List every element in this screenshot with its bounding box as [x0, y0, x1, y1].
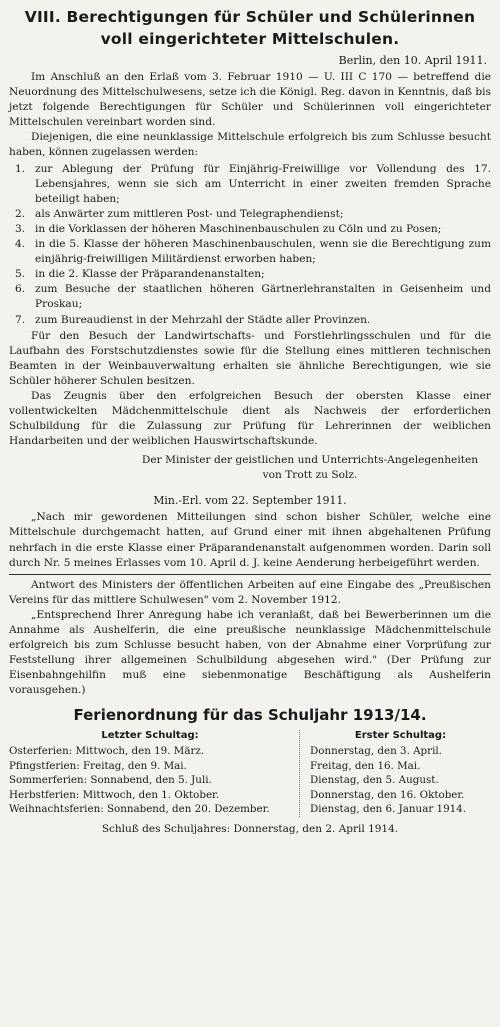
list-item	[9, 162, 491, 207]
list-item-text: zum Bureaudienst in der Mehrzahl der Städte aller Provinzen.	[35, 313, 371, 326]
erlass-intro: Im Anschluß an den Erlaß vom 3. Februar 1910 — U. III C 170 — betreffend die Neuordnung des Mittelschulwesens, setze ich die Königl. Reg. davon in Kenntnis, daß bis jetzt folgende Berechtigungen für Schüler und Schülerinnen voll eingerichteter Mittelschulen vereinbart worden sind.	[9, 71, 491, 129]
section-title	[9, 6, 491, 50]
list-item-number: 2.	[15, 207, 26, 220]
ferien-left-column	[9, 730, 300, 816]
list-item	[9, 222, 491, 237]
left-column-header: Letzter Schultag:	[101, 730, 199, 742]
min-erl-title: Min.-Erl. vom 22. September 1911.	[153, 494, 347, 508]
section-title-line2: voll eingerichteter Mittelschulen.	[100, 30, 400, 48]
list-item-number: 3.	[15, 222, 26, 235]
list-item-text: zur Ablegung der Prüfung für Einjährig-Freiwillige vor Vollendung des 17. Lebensjahres, wenn sie sich am Unterricht in einer zweiten fremden Sprache beteiligt haben;	[35, 162, 491, 205]
dateline: Berlin, den 10. April 1911.	[338, 54, 487, 67]
table-row: Pfingstferien: Freitag, den 9. Mai.	[9, 759, 187, 772]
list-item-number: 1.	[15, 162, 26, 175]
list-item-text: in die 5. Klasse der höheren Maschinenbauschulen, wenn sie die Berechtigung zum einjährig-freiwilligen Militärdienst erworben haben;	[35, 238, 491, 266]
list-item-number: 7.	[15, 313, 26, 326]
table-row: Osterferien: Mittwoch, den 19. März.	[9, 745, 205, 758]
antwort-heading: Antwort des Ministers der öffentlichen Arbeiten auf eine Eingabe des „Preußischen Vereins für das mittlere Schulwesen" vom 2. November 1912.	[9, 578, 491, 606]
antwort-text: „Entsprechend Ihrer Anregung habe ich veranlaßt, daß bei Bewerberinnen um die Annahme als Aushelferin, die eine preußische neunklassige Mädchenmittelschule erfolgreich bis zum Schlusse besucht haben, von der Abnahme einer Vorprüfung zur Feststellung ihrer allgemeinen Schulbildung abgesehen wird." (Der Prüfung zur Eisenbahngehilfin muß eine siebenmonatige Beschäftigung als Aushelferin vorausgehen.)	[9, 608, 491, 697]
list-item	[9, 237, 491, 267]
min-erl-text: „Nach mir gewordenen Mitteilungen sind schon bisher Schüler, welche eine Mittelschule durchgemacht hatten, auf Grund einer mit ihnen abgehaltenen Prüfung nehrfach in die erste Klasse einer Präparandenanstalt aufgenommen worden. Darin soll durch Nr. 5 meines Erlasses vom 10. April d. J. keine Aenderung herbeigeführt werden.	[9, 511, 491, 569]
table-row: Herbstferien: Mittwoch, den 1. Oktober.	[9, 788, 220, 801]
ferien-title: Ferienordnung für das Schuljahr 1913/14.	[73, 706, 427, 725]
table-row: Freitag, den 16. Mai.	[310, 759, 421, 772]
list-item-text: zum Besuche der staatlichen höheren Gärtnerlehranstalten in Geisenheim und Proskau;	[35, 283, 491, 311]
list-item	[9, 267, 491, 282]
signature-name: von Trott zu Solz.	[262, 469, 358, 482]
list-item-text: in die 2. Klasse der Präparandenanstalten;	[35, 268, 265, 281]
list-item-text: in die Vorklassen der höheren Maschinenbauschulen zu Cöln und zu Posen;	[35, 222, 442, 235]
table-row: Dienstag, den 6. Januar 1914.	[310, 803, 467, 816]
list-item-text: als Anwärter zum mittleren Post- und Telegraphendienst;	[35, 207, 344, 220]
list-item	[9, 207, 491, 222]
signature-block	[129, 453, 491, 483]
schuljahr-closing: Schluß des Schuljahres: Donnerstag, den 2. April 1914.	[101, 822, 399, 835]
table-row: Donnerstag, den 3. April.	[310, 745, 442, 758]
list-item-number: 5.	[15, 268, 26, 281]
table-row: Donnerstag, den 16. Oktober.	[310, 788, 465, 801]
table-row: Sommerferien: Sonnabend, den 5. Juli.	[9, 774, 212, 787]
zeugnis-paragraph: Das Zeugnis über den erfolgreichen Besuch der obersten Klasse einer vollentwickelten Mädchenmittelschule dient als Nachweis der erforderlichen Schulbildung für die Zulassung zur Prüfung für Lehrerinnen der weiblichen Handarbeiten und der weiblichen Hauswirtschaftskunde.	[9, 389, 491, 448]
table-row: Dienstag, den 5. August.	[310, 774, 439, 787]
list-item	[9, 282, 491, 312]
section-title-line1: VIII. Berechtigungen für Schüler und Schülerinnen	[24, 8, 476, 26]
ferien-table	[9, 730, 491, 816]
table-row: Weihnachtsferien: Sonnabend, den 20. Dezember.	[9, 803, 270, 816]
ferien-right-column	[300, 730, 491, 816]
divider	[9, 574, 491, 575]
list-item-number: 4.	[15, 238, 26, 251]
list-item	[9, 313, 491, 328]
list-item-number: 6.	[15, 283, 26, 296]
erlass-lead: Diejenigen, die eine neunklassige Mittelschule erfolgreich bis zum Schlusse besucht haben, können zugelassen werden:	[9, 131, 491, 159]
forst-paragraph: Für den Besuch der Landwirtschafts- und Forstlehrlingsschulen und für die Laufbahn des Forstschutzdienstes sowie für die Stellung eines mittleren technischen Beamten in der Weinbauverwaltung erhalten sie ähnliche Berechtigungen, wie sie Schüler höherer Schulen besitzen.	[9, 329, 491, 387]
right-column-header: Erster Schultag:	[354, 730, 447, 742]
signature-office: Der Minister der geistlichen und Unterrichts-Angelegenheiten	[141, 454, 479, 467]
berechtigungen-list	[9, 162, 491, 328]
